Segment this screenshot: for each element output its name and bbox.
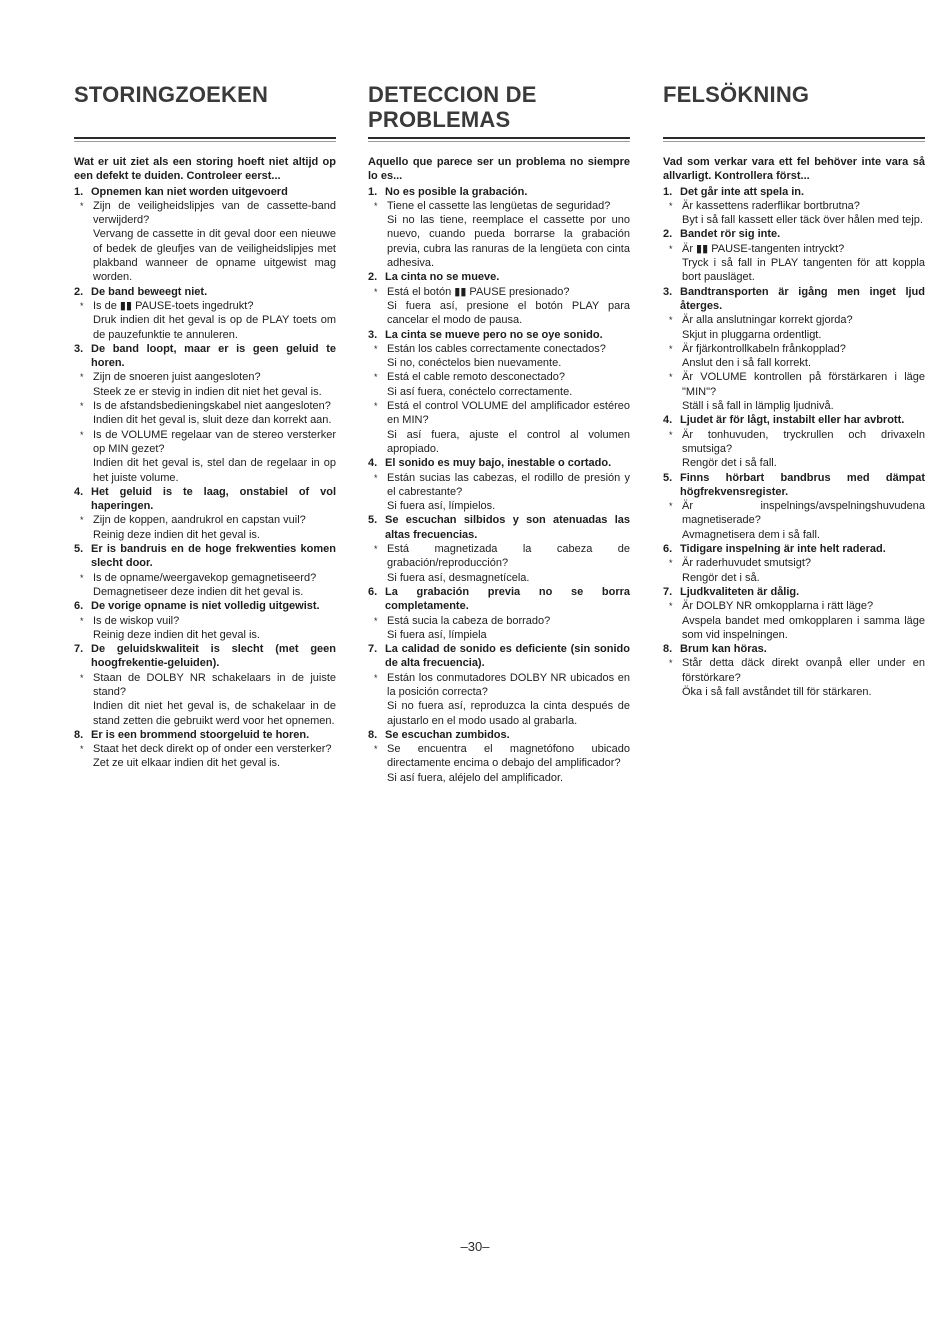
trouble-item: [74, 728, 336, 742]
trouble-list: [368, 185, 630, 785]
item-number: 3.: [368, 328, 378, 341]
item-number: 2.: [74, 285, 84, 298]
check-question: Zijn de veiligheidslipjes van de cassette-band verwijderd?: [93, 199, 336, 227]
trouble-list: [663, 185, 925, 700]
check-question: Están sucias las cabezas, el rodillo de presión y el cabrestante?: [387, 471, 630, 498]
check-remedy: Indien dit niet het geval is, de schakelaar in de stand zetten die gebruikt werd voor het opnemen.: [93, 700, 336, 727]
check-question: Är raderhuvudet smutsigt?: [682, 557, 812, 570]
check-remedy: Druk indien dit het geval is op de PLAY toets om de pauzefunktie te annuleren.: [93, 314, 336, 341]
item-number: 3.: [74, 342, 84, 355]
check-question: Tiene el cassette las lengüetas de seguridad?: [387, 199, 611, 212]
check-remedy: Ställ i så fall in lämplig ljudnivå.: [682, 400, 834, 413]
trouble-item: [368, 728, 630, 742]
check-question: Zijn de snoeren juist aangesloten?: [93, 371, 261, 384]
asterisk-bullet-icon: *: [669, 343, 673, 354]
check-question: Är alla anslutningar korrekt gjorda?: [682, 314, 853, 327]
trouble-item: [663, 413, 925, 427]
problem-title: De band loopt, maar er is geen geluid te horen.: [91, 342, 336, 370]
trouble-item: [368, 270, 630, 284]
trouble-item: [368, 456, 630, 470]
trouble-item: [74, 599, 336, 613]
problem-title: Bandtransporten är igång men inget ljud återges.: [680, 285, 925, 312]
heading-box: [663, 82, 925, 137]
asterisk-bullet-icon: *: [374, 744, 378, 755]
problem-title: Se escuchan zumbidos.: [385, 728, 510, 741]
check-step: [663, 556, 925, 585]
asterisk-bullet-icon: *: [80, 300, 84, 311]
problem-title: El sonido es muy bajo, inestable o cortado.: [385, 457, 612, 470]
problem-title: Er is bandruis en de hoge frekwenties komen slecht door.: [91, 543, 336, 570]
check-step: [74, 199, 336, 285]
asterisk-bullet-icon: *: [80, 200, 84, 211]
check-step: [663, 313, 925, 342]
check-question: Är kassettens raderflikar bortbrutna?: [682, 199, 860, 212]
check-question: Zijn de koppen, aandrukrol en capstan vuil?: [93, 514, 306, 527]
problem-title: La cinta se mueve pero no se oye sonido.: [385, 328, 603, 341]
problem-title: Se escuchan silbidos y son atenuadas las altas frecuencias.: [385, 514, 630, 541]
asterisk-bullet-icon: *: [80, 744, 84, 755]
check-remedy: Zet ze uit elkaar indien dit het geval is.: [93, 757, 281, 770]
check-step: [74, 370, 336, 399]
check-remedy: Rengör det i så.: [682, 571, 760, 584]
asterisk-bullet-icon: *: [669, 658, 673, 669]
item-number: 7.: [663, 585, 673, 598]
asterisk-bullet-icon: *: [80, 401, 84, 412]
intro-text: Vad som verkar vara ett fel behöver inte vara så allvarligt. Kontrollera först...: [663, 156, 925, 183]
trouble-item: [663, 642, 925, 656]
check-step: [74, 742, 336, 771]
problem-title: Er is een brommend stoorgeluid te horen.: [91, 728, 310, 741]
asterisk-bullet-icon: *: [80, 615, 84, 626]
check-remedy: Avspela bandet med omkopplaren i samma läge som vid inspelningen.: [682, 614, 925, 641]
item-number: 7.: [368, 643, 378, 656]
check-step: [74, 299, 336, 342]
check-step: [74, 428, 336, 485]
check-remedy: Si no fuera así, reproduzca la cinta después de ajustarlo en el modo usado al grabarla.: [387, 700, 630, 727]
check-remedy: Öka i så fall avståndet till för stärkaren.: [682, 685, 872, 698]
trouble-item: [368, 513, 630, 542]
trouble-item: [74, 342, 336, 371]
item-number: 5.: [74, 543, 84, 556]
asterisk-bullet-icon: *: [669, 558, 673, 569]
trouble-item: [368, 185, 630, 199]
item-number: 1.: [663, 185, 673, 198]
check-question: Är VOLUME kontrollen på förstärkaren i läge "MIN"?: [682, 371, 925, 398]
asterisk-bullet-icon: *: [374, 672, 378, 683]
check-question: Está el botón ▮▮ PAUSE presionado?: [387, 285, 570, 298]
check-remedy: Skjut in pluggarna ordentligt.: [682, 328, 822, 341]
check-step: [663, 242, 925, 285]
check-remedy: Rengör det i så fall.: [682, 457, 777, 470]
check-question: Is de opname/weergavekop gemagnetiseerd?: [93, 571, 317, 584]
problem-title: Tidigare inspelning är inte helt raderad.: [680, 543, 886, 556]
check-remedy: Tryck i så fall in PLAY tangenten för att koppla bort pausläget.: [682, 257, 925, 284]
check-step: [74, 513, 336, 542]
check-step: [663, 342, 925, 371]
check-question: Está el control VOLUME del amplificador estéreo en MIN?: [387, 400, 630, 427]
check-remedy: Si fuera así, presione el botón PLAY para cancelar el modo de pausa.: [387, 299, 630, 327]
intro-text: Aquello que parece ser un problema no siempre lo es...: [368, 156, 630, 183]
trouble-item: [74, 185, 336, 199]
check-question: Är fjärkontrollkabeln frånkopplad?: [682, 342, 846, 355]
trouble-item: [74, 642, 336, 671]
trouble-item: [368, 585, 630, 614]
item-number: 3.: [663, 285, 673, 298]
problem-title: De vorige opname is niet volledig uitgewist.: [91, 600, 320, 613]
trouble-item: [74, 485, 336, 514]
check-step: [368, 614, 630, 643]
problem-title: La calidad de sonido es deficiente (sin sonido de alta frecuencia).: [385, 643, 630, 670]
item-number: 8.: [663, 643, 673, 656]
column-body: [663, 155, 925, 699]
item-number: 4.: [74, 485, 84, 498]
asterisk-bullet-icon: *: [374, 372, 378, 383]
asterisk-bullet-icon: *: [374, 200, 378, 211]
check-step: [663, 199, 925, 228]
heading-rule: [74, 137, 336, 139]
check-remedy: Si así fuera, aléjelo del amplificador.: [387, 771, 564, 784]
check-question: Is de afstandsbedieningskabel niet aangesloten?: [93, 400, 331, 413]
check-remedy: Reinig deze indien dit het geval is.: [93, 628, 260, 641]
problem-title: No es posible la grabación.: [385, 185, 528, 198]
trouble-list: [74, 185, 336, 771]
asterisk-bullet-icon: *: [669, 315, 673, 326]
check-step: [368, 671, 630, 728]
item-number: 2.: [368, 271, 378, 284]
trouble-item: [368, 642, 630, 671]
check-remedy: Byt i så fall kassett eller täck över hålen med tejp.: [682, 214, 923, 227]
check-step: [368, 471, 630, 514]
item-number: 6.: [368, 585, 378, 598]
trouble-item: [663, 185, 925, 199]
item-number: 5.: [368, 514, 378, 527]
trouble-item: [663, 227, 925, 241]
check-question: Está sucia la cabeza de borrado?: [387, 614, 551, 627]
check-step: [663, 599, 925, 642]
check-remedy: Si así fuera, ajuste el control al volumen apropiado.: [387, 428, 630, 455]
section-heading: STORINGZOEKEN: [74, 82, 269, 107]
check-remedy: Reinig deze indien dit het geval is.: [93, 528, 260, 541]
check-step: [368, 342, 630, 371]
trouble-item: [663, 285, 925, 314]
problem-title: Bandet rör sig inte.: [680, 228, 781, 241]
column-dutch: [74, 82, 336, 771]
asterisk-bullet-icon: *: [669, 429, 673, 440]
trouble-item: [663, 471, 925, 500]
asterisk-bullet-icon: *: [374, 544, 378, 555]
problem-title: Ljudkvaliteten är dålig.: [680, 585, 800, 598]
check-step: [663, 499, 925, 542]
check-step: [74, 571, 336, 600]
heading-rule: [663, 137, 925, 139]
problem-title: De band beweegt niet.: [91, 285, 208, 298]
check-question: Står detta däck direkt ovanpå eller under en förstörkare?: [682, 657, 925, 684]
trouble-item: [74, 285, 336, 299]
heading-box: [368, 82, 630, 137]
asterisk-bullet-icon: *: [80, 672, 84, 683]
check-question: Is de wiskop vuil?: [93, 614, 180, 627]
asterisk-bullet-icon: *: [669, 501, 673, 512]
check-remedy: Demagnetiseer deze indien dit het geval is.: [93, 585, 304, 598]
item-number: 6.: [74, 600, 84, 613]
check-question: Está magnetizada la cabeza de grabación/reproducción?: [387, 543, 630, 570]
item-number: 6.: [663, 543, 673, 556]
check-step: [368, 285, 630, 328]
asterisk-bullet-icon: *: [669, 372, 673, 383]
trouble-item: [663, 585, 925, 599]
problem-title: Ljudet är för lågt, instabilt eller har avbrott.: [680, 414, 905, 427]
item-number: 4.: [368, 457, 378, 470]
check-question: Staat het deck direkt op of onder een versterker?: [93, 743, 332, 756]
asterisk-bullet-icon: *: [80, 572, 84, 583]
check-step: [663, 370, 925, 413]
problem-title: Det går inte att spela in.: [680, 185, 805, 198]
check-remedy: Anslut den i så fall korrekt.: [682, 357, 812, 370]
item-number: 8.: [368, 728, 378, 741]
section-heading: FELSÖKNING: [663, 82, 810, 107]
check-step: [663, 656, 925, 699]
check-question: Están los conmutadores DOLBY NR ubicados en la posición correcta?: [387, 671, 630, 698]
column-body: [368, 155, 630, 785]
check-remedy: Si fuera así, desmagnetícela.: [387, 571, 530, 584]
check-remedy: Indien dit het geval is, stel dan de regelaar in op het juiste volume.: [93, 457, 336, 484]
column-body: [74, 155, 336, 771]
page-number: –30–: [460, 1239, 490, 1254]
check-remedy: Si no las tiene, reemplace el cassette por uno nuevo, cuando pueda borrarse la grabación previa, cubra las ranuras de la lengüeta con cinta adhesiva.: [387, 214, 630, 270]
check-remedy: Si fuera así, límpielos.: [387, 500, 496, 513]
item-number: 2.: [663, 228, 673, 241]
asterisk-bullet-icon: *: [374, 343, 378, 354]
check-question: Staan de DOLBY NR schakelaars in de juiste stand?: [93, 671, 336, 698]
check-remedy: Si fuera así, límpiela: [387, 628, 487, 641]
asterisk-bullet-icon: *: [374, 401, 378, 412]
problem-title: La grabación previa no se borra completamente.: [385, 585, 630, 613]
heading-rule: [368, 137, 630, 139]
check-question: Están los cables correctamente conectados?: [387, 342, 606, 355]
check-step: [368, 199, 630, 270]
problem-title: Brum kan höras.: [680, 643, 767, 656]
asterisk-bullet-icon: *: [374, 615, 378, 626]
problem-title: Finns hörbart bandbrus med dämpat högfrekvensregister.: [680, 471, 925, 498]
column-swedish: [663, 82, 925, 699]
heading-box: [74, 82, 336, 137]
check-step: [368, 370, 630, 399]
check-remedy: Steek ze er stevig in indien dit niet het geval is.: [93, 385, 322, 398]
check-remedy: Si no, conéctelos bien nuevamente.: [387, 357, 562, 370]
check-question: Is de VOLUME regelaar van de stereo versterker op MIN gezet?: [93, 428, 336, 455]
check-step: [74, 399, 336, 428]
asterisk-bullet-icon: *: [669, 243, 673, 254]
asterisk-bullet-icon: *: [669, 601, 673, 612]
item-number: 8.: [74, 728, 84, 741]
section-heading: DETECCION DE PROBLEMAS: [368, 82, 537, 132]
check-step: [368, 542, 630, 585]
intro-text: Wat er uit ziet als een storing hoeft niet altijd op een defekt te duiden. Controleer eerst...: [74, 156, 336, 183]
item-number: 1.: [368, 185, 378, 198]
item-number: 5.: [663, 471, 673, 484]
asterisk-bullet-icon: *: [80, 372, 84, 383]
check-question: Se encuentra el magnetófono ubicado directamente encima o debajo del amplificador?: [387, 743, 630, 770]
problem-title: Het geluid is te laag, onstabiel of vol haperingen.: [91, 485, 336, 513]
trouble-item: [74, 542, 336, 571]
asterisk-bullet-icon: *: [669, 200, 673, 211]
asterisk-bullet-icon: *: [80, 429, 84, 440]
check-remedy: Si así fuera, conéctelo correctamente.: [387, 385, 573, 398]
check-step: [663, 428, 925, 471]
column-spanish: [368, 82, 630, 785]
problem-title: Opnemen kan niet worden uitgevoerd: [91, 185, 288, 198]
check-question: Är ▮▮ PAUSE-tangenten intryckt?: [682, 242, 845, 255]
asterisk-bullet-icon: *: [374, 286, 378, 297]
check-remedy: Avmagnetisera dem i så fall.: [682, 528, 820, 541]
check-remedy: Indien dit het geval is, sluit deze dan korrekt aan.: [93, 414, 332, 427]
asterisk-bullet-icon: *: [374, 472, 378, 483]
check-step: [74, 614, 336, 643]
check-question: Está el cable remoto desconectado?: [387, 371, 565, 384]
trouble-item: [368, 328, 630, 342]
check-step: [368, 742, 630, 785]
check-step: [368, 399, 630, 456]
check-question: Är inspelnings/avspelningshuvudena magnetiserade?: [682, 500, 925, 527]
item-number: 4.: [663, 414, 673, 427]
problem-title: La cinta no se mueve.: [385, 271, 500, 284]
check-question: Is de ▮▮ PAUSE-toets ingedrukt?: [93, 299, 254, 312]
check-remedy: Vervang de cassette in dit geval door een nieuwe of bedek de gleufjes van de veiligheidslipjes met plakband wanneer de opname uitgewist mag worden.: [93, 228, 336, 284]
problem-title: De geluidskwaliteit is slecht (met geen hoogfrekentie-geluiden).: [91, 643, 336, 670]
check-question: Är DOLBY NR omkopplarna i rätt läge?: [682, 600, 874, 613]
item-number: 1.: [74, 185, 84, 198]
item-number: 7.: [74, 643, 84, 656]
asterisk-bullet-icon: *: [80, 515, 84, 526]
trouble-item: [663, 542, 925, 556]
check-question: Är tonhuvuden, tryckrullen och drivaxeln smutsiga?: [682, 428, 925, 455]
check-step: [74, 671, 336, 728]
